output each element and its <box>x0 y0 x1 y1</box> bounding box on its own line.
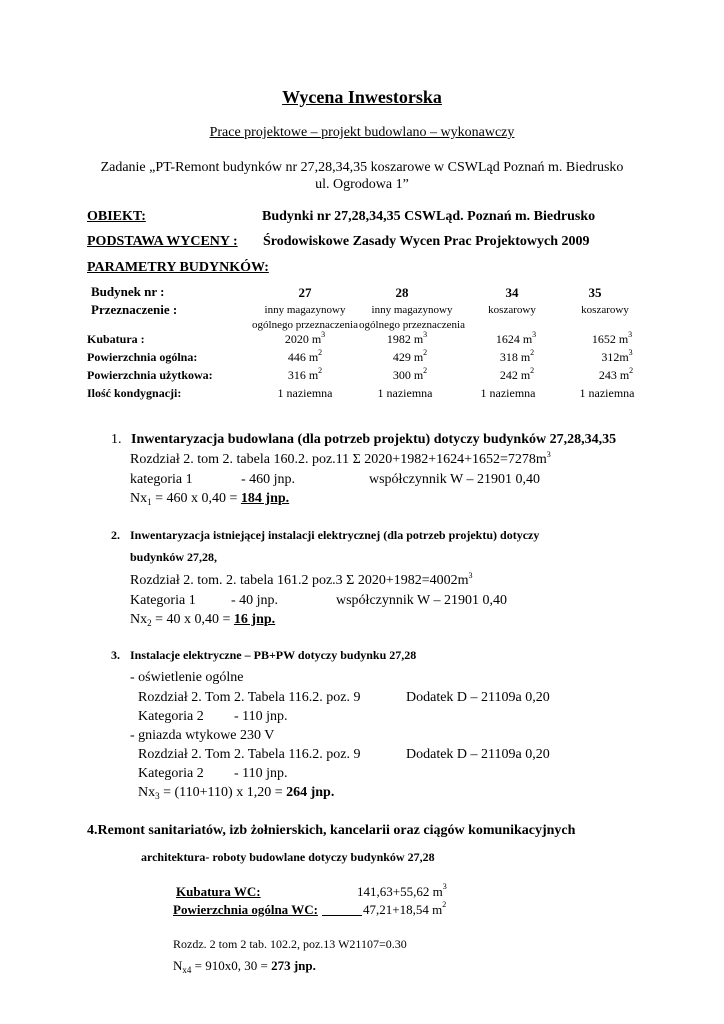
item-coefficient: współczynnik W – 21901 0,40 <box>336 593 507 608</box>
obiekt-label: OBIEKT: <box>87 209 146 224</box>
podstawa-value: Środowiskowe Zasady Wycen Prac Projektowych 2009 <box>263 234 590 249</box>
sub-category: Kategoria 2 <box>138 709 204 724</box>
pow-wc-value: 47,21+18,54 $m^2$ <box>363 900 447 917</box>
building-pow-uzytkowa: 300 $m^2$ <box>392 366 428 382</box>
pow-wc-underline <box>322 915 362 916</box>
item-result: 16 jnp. <box>233 612 276 627</box>
item-category: Kategoria 1 <box>130 593 196 608</box>
building-kondygnacje: 1 naziemna <box>579 386 635 400</box>
building-pow-uzytkowa: 242 $m^2$ <box>499 366 535 382</box>
building-pow-ogolna: $312m^3$ <box>601 348 633 364</box>
building-pow-ogolna: 429 $m^2$ <box>392 348 428 364</box>
item-title: Inwentaryzacja budowlana (dla potrzeb projektu) dotyczy budynków 27,28,34,35 <box>131 432 617 447</box>
row-label-kondygnacje: Ilość kondygnacji: <box>87 386 182 400</box>
building-purpose-2: ogólnego przeznaczenia <box>252 319 358 331</box>
sub-title: - oświetlenie ogólne <box>130 670 244 685</box>
item-title-2: budynków 27,28, <box>130 550 218 564</box>
kubatura-wc-value: 141,63+55,62 $m^3$ <box>357 882 447 899</box>
building-purpose: koszarowy <box>488 304 536 316</box>
item-line: Rozdział 2. tom. 2. tabela 161.2 poz.3 Σ $2020+1982=4002m^3$ <box>130 571 473 588</box>
building-kubatura: 1982 $m^3$ <box>386 330 428 346</box>
building-nr: 35 <box>588 285 602 300</box>
building-pow-uzytkowa: 316 $m^2$ <box>287 366 323 382</box>
item-title: Instalacje elektryczne – PB+PW dotyczy budynku 27,28 <box>130 648 417 662</box>
building-kondygnacje: 1 naziemna <box>480 386 536 400</box>
rozdz-line: Rozdz. 2 tom 2 tab. 102.2, poz.13 W21107=0.30 <box>173 937 407 951</box>
item-result: 273 jnp. <box>271 958 316 973</box>
item-result: 264 jnp. <box>286 785 335 800</box>
row-label-przeznaczenie: Przeznaczenie : <box>91 302 178 317</box>
building-purpose: koszarowy <box>581 304 629 316</box>
item-title: 4.Remont sanitariatów, izb żołnierskich, kancelarii oraz ciągów komunikacyjnych <box>87 823 576 838</box>
podstawa-label: PODSTAWA WYCENY : <box>87 234 238 249</box>
item-number: 3. <box>111 648 120 662</box>
item-nx-formula: $Nx_1 = 460$ x 0,40 = 184 jnp. <box>130 491 290 507</box>
sub-jnp: - 110 jnp. <box>234 709 288 724</box>
building-nr: 27 <box>298 285 312 300</box>
sub-title: - gniazda wtykowe 230 V <box>130 728 275 743</box>
item-number: 1. <box>111 432 122 447</box>
obiekt-value: Budynki nr 27,28,34,35 CSWLąd. Poznań m. Biedrusko <box>262 209 596 224</box>
building-pow-ogolna: 318 $m^2$ <box>499 348 535 364</box>
item-line: Rozdział 2. tom 2. tabela 160.2. poz.11 Σ $2020+1982+1624+1652=7278m^3$ <box>130 450 551 467</box>
item-title: Inwentaryzacja istniejącej instalacji elektrycznej (dla potrzeb projektu) dotyczy <box>130 528 540 542</box>
row-label-kubatura: Kubatura : <box>87 332 145 346</box>
sub-line: Rozdział 2. Tom 2. Tabela 116.2. poz. 9 <box>138 747 361 762</box>
item-nx-formula: $Nx_3 = (110+110)$ x 1,20 = 264 jnp. <box>138 785 335 801</box>
item-jnp: - 460 jnp. <box>241 472 296 487</box>
item-coefficient: współczynnik W – 21901 0,40 <box>369 472 540 487</box>
parametry-heading: PARAMETRY BUDYNKÓW: <box>87 260 269 275</box>
sub-category: Kategoria 2 <box>138 766 204 781</box>
building-kondygnacje: 1 naziemna <box>277 386 333 400</box>
row-label-pow-ogolna: Powierzchnia ogólna: <box>87 350 198 364</box>
item-jnp: - 40 jnp. <box>231 593 279 608</box>
building-kubatura: 2020 $m^3$ <box>284 330 326 346</box>
building-nr: 34 <box>505 285 519 300</box>
building-purpose-2: ogólnego przeznaczenia <box>359 319 465 331</box>
building-pow-ogolna: 446 $m^2$ <box>287 348 323 364</box>
task-line-1: Zadanie „PT-Remont budynków nr 27,28,34,35 koszarowe w CSWLąd Poznań m. Biedrusko <box>100 160 624 175</box>
building-kubatura: 1624 $m^3$ <box>495 330 537 346</box>
building-purpose: inny magazynowy <box>264 304 346 316</box>
building-purpose: inny magazynowy <box>371 304 453 316</box>
task-line-2: ul. Ogrodowa 1” <box>315 177 409 192</box>
page-subtitle: Prace projektowe – projekt budowlano – wykonawczy <box>209 125 515 140</box>
item-number: 2. <box>111 528 120 542</box>
building-pow-uzytkowa: 243 $m^2$ <box>598 366 634 382</box>
building-nr: 28 <box>395 285 409 300</box>
item-result: 184 jnp. <box>240 491 290 506</box>
page-title: Wycena Inwestorska <box>282 87 442 107</box>
sub-line: Rozdział 2. Tom 2. Tabela 116.2. poz. 9 <box>138 690 361 705</box>
item-category: kategoria 1 <box>130 472 193 487</box>
kubatura-wc-label: Kubatura WC: <box>176 884 261 899</box>
building-kondygnacje: 1 naziemna <box>377 386 433 400</box>
item-nx-formula: $N_{x4} = 910x0$, 30 = 273 jnp. <box>173 958 316 975</box>
building-kubatura: 1652 $m^3$ <box>591 330 633 346</box>
sub-dodatek: Dodatek D – 21109a 0,20 <box>406 747 550 762</box>
item-subtitle: architektura- roboty budowlane dotyczy budynków 27,28 <box>141 850 435 864</box>
pow-wc-label: Powierzchnia ogólna WC: <box>173 902 318 917</box>
item-nx-formula: $Nx_2 = 40$ x 0,40 = 16 jnp. <box>130 612 276 628</box>
sub-jnp: - 110 jnp. <box>234 766 288 781</box>
row-label-pow-uzytkowa: Powierzchnia użytkowa: <box>87 368 213 382</box>
row-label-budynek: Budynek nr : <box>91 284 165 299</box>
sub-dodatek: Dodatek D – 21109a 0,20 <box>406 690 550 705</box>
